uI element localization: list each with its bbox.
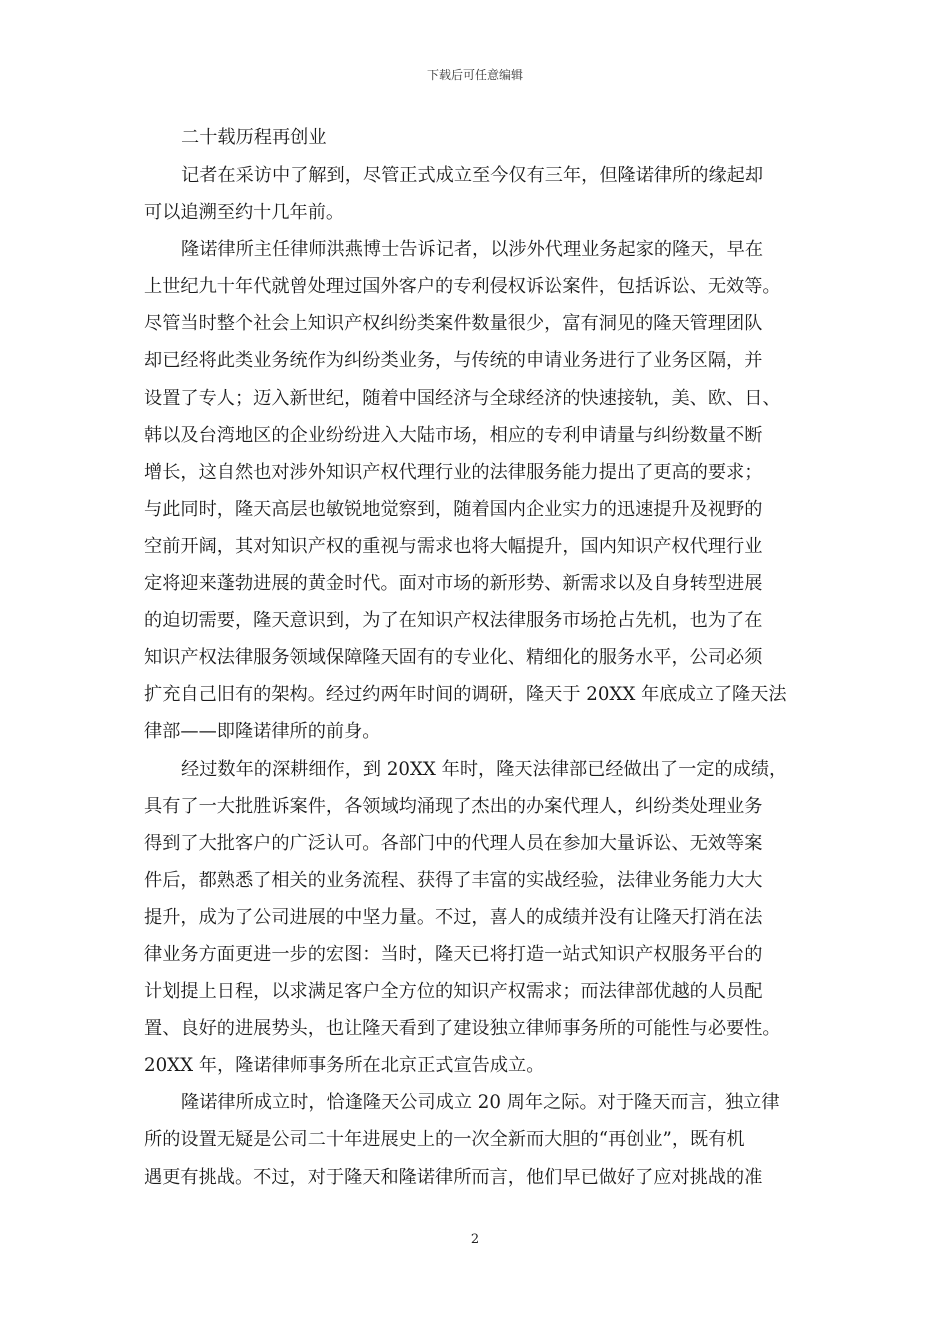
text-line: 却已经将此类业务统作为纠纷类业务，与传统的申请业务进行了业务区隔，并 [144,350,763,372]
text-line: 所的设置无疑是公司二十年进展史上的一次全新而大胆的“再创业”，既有机 [144,1129,745,1151]
text-line: 计划提上日程，以求满足客户全方位的知识产权需求；而法律部优越的人员配 [144,981,763,1003]
text-line: 置、良好的进展势头，也让隆天看到了建设独立律师事务所的可能性与必要性。 [144,1018,781,1040]
text-line: 提升，成为了公司进展的中坚力量。不过，喜人的成绩并没有让隆天打消在法 [144,906,763,928]
text-line: 尽管当时整个社会上知识产权纠纷类案件数量很少，富有洞见的隆天管理团队 [144,313,763,335]
text-line: 可以追溯至约十几年前。 [144,202,345,224]
text-line: 20XX 年，隆诺律师事务所在北京正式宣告成立。 [144,1055,545,1077]
text-line: 律业务方面更进一步的宏图：当时，隆天已将打造一站式知识产权服务平台的 [144,943,763,965]
section-title: 二十载历程再创业 [181,127,327,148]
text-line: 隆诺律所成立时，恰逢隆天公司成立 20 周年之际。对于隆天而言，独立律 [181,1092,780,1114]
text-line: 律部——即隆诺律所的前身。 [144,721,381,743]
header-text: 下载后可任意编辑 [426,68,523,82]
document-body [144,119,819,1196]
paragraph-3 [144,751,819,1085]
text-line: 空前开阔，其对知识产权的重视与需求也将大幅提升，国内知识产权代理行业 [144,535,763,557]
page-number [0,1232,950,1248]
text-line: 遇更有挑战。不过，对于隆天和隆诺律所而言，他们早已做好了应对挑战的准 [144,1166,763,1188]
text-line: 的迫切需要，隆天意识到，为了在知识产权法律服务市场抢占先机，也为了在 [144,610,763,632]
text-line: 知识产权法律服务领域保障隆天固有的专业化、精细化的服务水平，公司必须 [144,647,763,669]
paragraph-1 [144,157,819,231]
text-line: 上世纪九十年代就曾处理过国外客户的专利侵权诉讼案件，包括诉讼、无效等。 [144,276,781,298]
text-line: 与此同时，隆天高层也敏锐地觉察到，随着国内企业实力的迅速提升及视野的 [144,498,763,520]
text-line: 具有了一大批胜诉案件，各领域均涌现了杰出的办案代理人，纠纷类处理业务 [144,795,763,817]
page-header [0,67,950,83]
text-line: 定将迎来蓬勃进展的黄金时代。面对市场的新形势、新需求以及自身转型进展 [144,573,763,595]
paragraph-2 [144,231,819,750]
text-line: 扩充自己旧有的架构。经过约两年时间的调研，隆天于 20XX 年底成立了隆天法 [144,684,787,706]
text-line: 得到了大批客户的广泛认可。各部门中的代理人员在参加大量诉讼、无效等案 [144,832,763,854]
text-line: 经过数年的深耕细作，到 20XX 年时，隆天法律部已经做出了一定的成绩， [181,758,788,780]
text-line: 韩以及台湾地区的企业纷纷进入大陆市场，相应的专利申请量与纠纷数量不断 [144,424,763,446]
text-line: 增长，这自然也对涉外知识产权代理行业的法律服务能力提出了更高的要求； [144,461,763,483]
text-line: 隆诺律所主任律师洪燕博士告诉记者，以涉外代理业务起家的隆天，早在 [181,239,764,261]
text-line: 设置了专人；迈入新世纪，随着中国经济与全球经济的快速接轨，美、欧、日、 [144,387,781,409]
text-line: 件后，都熟悉了相关的业务流程、获得了丰富的实战经验，法律业务能力大大 [144,869,763,891]
page-number-text: 2 [470,1232,480,1247]
text-line: 记者在采访中了解到，尽管正式成立至今仅有三年，但隆诺律所的缘起却 [181,165,764,186]
paragraph-4 [144,1084,819,1195]
